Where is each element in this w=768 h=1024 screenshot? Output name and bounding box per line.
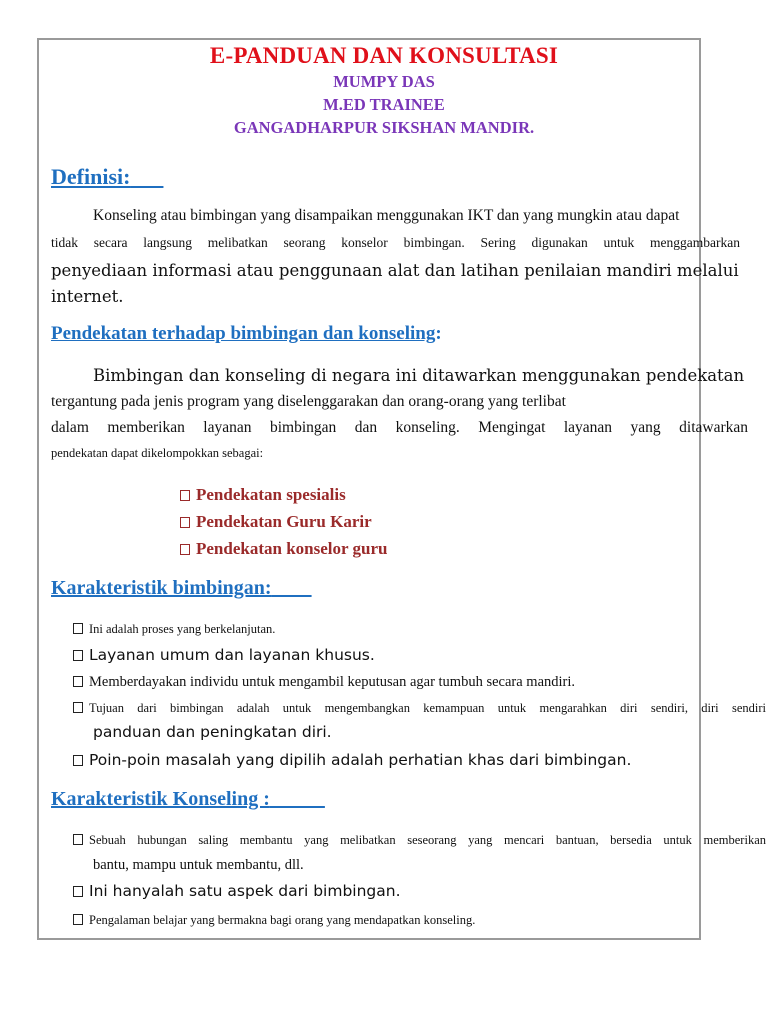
checkbox-icon — [180, 544, 190, 555]
checkbox-icon — [73, 834, 83, 845]
pendekatan-line-3: dalam memberikan layanan bimbingan dan konseling. Mengingat layanan yang ditawarkan — [51, 419, 748, 436]
karakteristik-bimbingan-heading: Karakteristik bimbingan: — [51, 577, 272, 599]
approach-item: Pendekatan Guru Karir — [180, 512, 372, 532]
document-title: E-PANDUAN DAN KONSULTASI — [209, 43, 559, 68]
definisi-line-1: Konseling atau bimbingan yang disampaikan menggunakan IKT dan yang mungkin atau dapat — [93, 207, 680, 224]
definisi-line-4: internet. — [51, 287, 124, 306]
checkbox-icon — [73, 914, 83, 925]
approach-item: Pendekatan konselor guru — [180, 539, 387, 559]
pendekatan-line-1: Bimbingan dan konseling di negara ini ditawarkan menggunakan pendekatan — [93, 366, 745, 385]
bimbingan-item: Ini adalah proses yang berkelanjutan. — [73, 622, 275, 637]
definisi-line-2: tidak secara langsung melibatkan seorang konselor bimbingan. Sering digunakan untuk menggambarkan — [51, 235, 740, 250]
checkbox-icon — [180, 517, 190, 528]
approach-item: Pendekatan spesialis — [180, 485, 346, 505]
konseling-item: Sebuah hubungan saling membantu yang melibatkan seseorang yang mencari bantuan, bersedia untuk memberikan — [73, 833, 766, 848]
author-role: M.ED TRAINEE — [323, 95, 445, 114]
karakteristik-konseling-heading: Karakteristik Konseling : — [51, 788, 270, 810]
bimbingan-item: Tujuan dari bimbingan adalah untuk mengembangkan kemampuan untuk mengarahkan diri sendiri, diri sendiri — [73, 701, 766, 716]
definisi-line-3: penyediaan informasi atau penggunaan alat dan latihan penilaian mandiri melalui — [51, 261, 739, 280]
author-name: MUMPY DAS — [333, 72, 435, 91]
checkbox-icon — [73, 623, 83, 634]
konseling-item: Pengalaman belajar yang bermakna bagi orang yang mendapatkan konseling. — [73, 913, 475, 928]
checkbox-icon — [73, 676, 83, 687]
bimbingan-item: Memberdayakan individu untuk mengambil keputusan agar tumbuh secara mandiri. — [73, 674, 575, 691]
konseling-item: Ini hanyalah satu aspek dari bimbingan. — [73, 882, 401, 900]
bimbingan-item: Poin-poin masalah yang dipilih adalah perhatian khas dari bimbingan. — [73, 751, 631, 769]
definisi-heading: Definisi: — [51, 164, 131, 189]
bimbingan-item: Layanan umum dan layanan khusus. — [73, 646, 375, 664]
checkbox-icon — [73, 886, 83, 897]
bimbingan-item-continuation: panduan dan peningkatan diri. — [93, 723, 332, 741]
checkbox-icon — [73, 650, 83, 661]
checkbox-icon — [73, 702, 83, 713]
checkbox-icon — [73, 755, 83, 766]
institution-name: GANGADHARPUR SIKSHAN MANDIR. — [233, 118, 535, 137]
pendekatan-heading: Pendekatan terhadap bimbingan dan konseling: — [51, 323, 442, 344]
konseling-item-continuation: bantu, mampu untuk membantu, dll. — [93, 857, 304, 873]
pendekatan-line-2: tergantung pada jenis program yang diselenggarakan dan orang-orang yang terlibat — [51, 393, 566, 410]
checkbox-icon — [180, 490, 190, 501]
pendekatan-line-4: pendekatan dapat dikelompokkan sebagai: — [51, 446, 264, 460]
